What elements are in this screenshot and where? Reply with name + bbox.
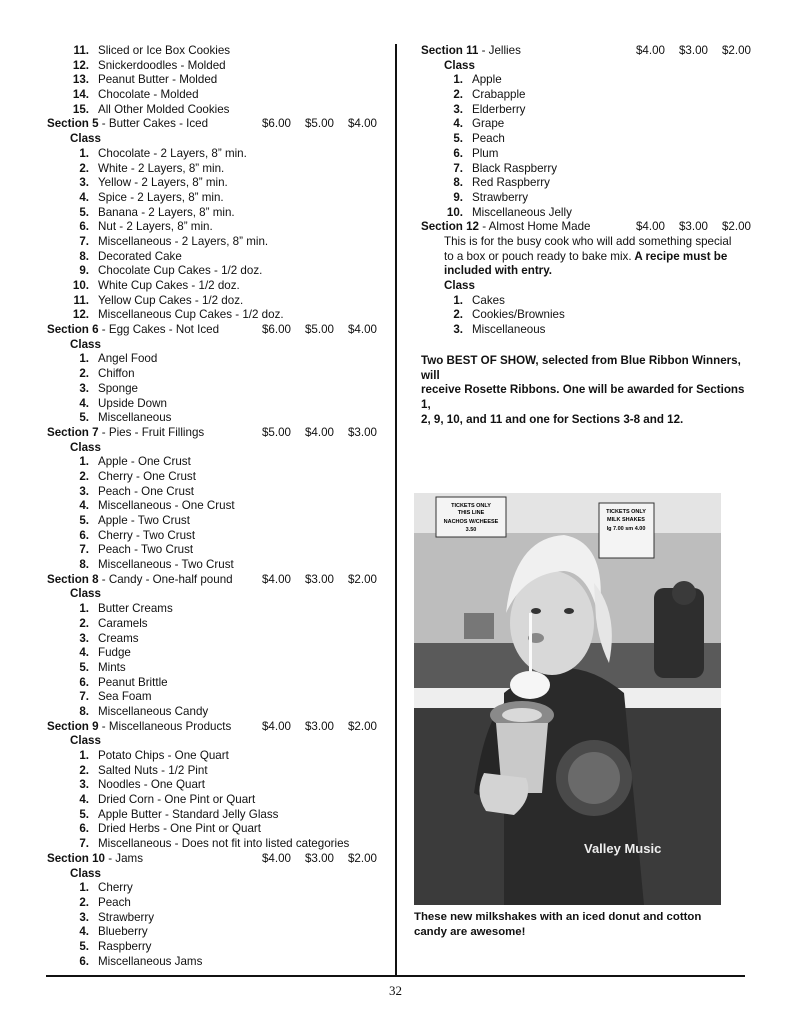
section-heading bbox=[421, 220, 751, 235]
item-label: Elderberry bbox=[472, 102, 526, 116]
section-heading bbox=[47, 573, 377, 588]
class-item bbox=[421, 191, 751, 206]
prize-amount: $3.00 bbox=[347, 425, 377, 439]
section-title: - Butter Cakes - Iced bbox=[98, 117, 209, 131]
item-label: White Cup Cakes - 1/2 doz. bbox=[98, 279, 240, 292]
class-item bbox=[47, 455, 377, 470]
item-number: 4. bbox=[453, 117, 463, 131]
item-label: Miscellaneous bbox=[98, 411, 172, 425]
item-number: 3. bbox=[79, 176, 89, 190]
item-label: Raspberry bbox=[98, 939, 152, 953]
class-item bbox=[47, 206, 377, 221]
item-label: Apple Butter - Standard Jelly Glass bbox=[98, 807, 279, 821]
prize-amount: $4.00 bbox=[635, 44, 665, 57]
item-number: 5. bbox=[79, 807, 89, 821]
class-item bbox=[421, 88, 751, 103]
item-label: Noodles - One Quart bbox=[98, 778, 205, 792]
section-heading bbox=[47, 323, 377, 338]
prize-amounts bbox=[622, 220, 751, 235]
prize-amount: $2.00 bbox=[347, 851, 377, 865]
item-number: 3. bbox=[79, 484, 89, 498]
caption-line: These new milkshakes with an iced donut and cotton bbox=[414, 911, 702, 923]
item-label: Miscellaneous Jelly bbox=[472, 205, 572, 219]
class-item bbox=[47, 352, 377, 367]
item-number: 6. bbox=[79, 220, 89, 234]
class-item bbox=[47, 191, 377, 206]
milkshake-photo bbox=[414, 493, 721, 905]
item-number: 11. bbox=[73, 44, 89, 57]
class-item bbox=[421, 308, 751, 323]
class-item bbox=[47, 543, 377, 558]
class-item bbox=[47, 705, 377, 720]
class-item bbox=[47, 778, 377, 793]
item-number: 3. bbox=[453, 323, 463, 337]
item-label: Crabapple bbox=[472, 88, 526, 102]
item-number: 11. bbox=[73, 293, 89, 307]
item-number: 13. bbox=[72, 73, 89, 87]
item-number: 7. bbox=[79, 690, 89, 704]
item-number: 1. bbox=[79, 146, 89, 160]
prize-amounts bbox=[248, 573, 377, 588]
item-label: Miscellaneous - 2 Layers, 8” min. bbox=[98, 234, 269, 248]
item-number: 5. bbox=[453, 132, 463, 146]
item-number: 7. bbox=[79, 837, 89, 851]
section-name: Section 8 bbox=[47, 572, 99, 586]
item-label: Chiffon bbox=[98, 367, 135, 381]
description-line: This is for the busy cook who will add something special bbox=[444, 234, 732, 248]
item-label: Apple - Two Crust bbox=[98, 514, 190, 527]
class-item bbox=[47, 294, 377, 309]
class-item bbox=[47, 632, 377, 647]
class-label: Class bbox=[70, 440, 101, 454]
prize-amount: $4.00 bbox=[347, 323, 377, 337]
prize-amount: $2.00 bbox=[347, 572, 377, 586]
jellies-and-home-made-list bbox=[421, 44, 751, 235]
item-label: Peach - One Crust bbox=[98, 484, 195, 498]
item-number: 1. bbox=[453, 73, 463, 87]
section-title: - Jellies bbox=[478, 44, 521, 57]
section-name: Section 7 bbox=[47, 425, 99, 439]
class-item bbox=[47, 925, 377, 940]
class-item bbox=[47, 250, 377, 265]
item-label: Dried Herbs - One Pint or Quart bbox=[98, 822, 262, 836]
class-item bbox=[47, 793, 377, 808]
item-label: Cakes bbox=[472, 293, 505, 307]
item-label: Strawberry bbox=[98, 910, 155, 924]
prize-amounts bbox=[248, 426, 377, 441]
photo-caption bbox=[414, 910, 734, 939]
column-divider bbox=[395, 44, 397, 976]
item-number: 10. bbox=[446, 205, 463, 219]
item-label: Yellow - 2 Layers, 8” min. bbox=[98, 176, 228, 190]
class-item bbox=[47, 176, 377, 191]
class-item bbox=[47, 411, 377, 426]
item-label: Decorated Cake bbox=[98, 249, 182, 263]
item-number: 8. bbox=[453, 176, 463, 190]
note-line: 2, 9, 10, and 11 and one for Sections 3-8 and 12. bbox=[421, 412, 684, 426]
item-label: Snickerdoodles - Molded bbox=[98, 58, 226, 72]
class-item bbox=[47, 162, 377, 177]
item-number: 8. bbox=[79, 704, 89, 718]
item-label: Spice - 2 Layers, 8” min. bbox=[98, 190, 224, 204]
item-label: Peach bbox=[98, 895, 131, 909]
svg-text:lg 7.00 sm 4.00: lg 7.00 sm 4.00 bbox=[606, 526, 646, 532]
section-name: Section 9 bbox=[47, 719, 99, 733]
prize-amount: $3.00 bbox=[304, 572, 334, 586]
item-number: 6. bbox=[453, 146, 463, 160]
prize-amounts bbox=[248, 323, 377, 338]
prize-amount: $5.00 bbox=[304, 323, 334, 337]
class-item bbox=[47, 837, 377, 852]
class-item bbox=[47, 397, 377, 412]
item-number: 3. bbox=[79, 778, 89, 792]
item-label: Miscellaneous bbox=[472, 323, 546, 337]
class-item bbox=[47, 103, 377, 118]
class-item bbox=[47, 558, 377, 573]
item-label: Blueberry bbox=[98, 925, 148, 939]
item-label: Apple bbox=[472, 73, 502, 87]
item-label: Fudge bbox=[98, 646, 131, 660]
class-item bbox=[47, 617, 377, 632]
class-item bbox=[421, 103, 751, 118]
item-label: Nut - 2 Layers, 8” min. bbox=[98, 220, 213, 234]
item-number: 1. bbox=[79, 749, 89, 762]
class-item bbox=[47, 602, 377, 617]
prize-amount: $4.00 bbox=[635, 220, 665, 234]
prize-amount: $3.00 bbox=[304, 719, 334, 733]
item-label: Yellow Cup Cakes - 1/2 doz. bbox=[98, 293, 244, 307]
svg-text:TICKETS ONLY: TICKETS ONLY bbox=[606, 509, 646, 515]
description-line: to a box or pouch ready to bake mix. A recipe must be bbox=[444, 249, 728, 263]
item-number: 5. bbox=[79, 411, 89, 425]
item-label: Salted Nuts - 1/2 Pint bbox=[98, 763, 208, 777]
svg-text:Valley Music: Valley Music bbox=[584, 841, 662, 856]
prize-amount: $4.00 bbox=[304, 425, 334, 439]
class-item bbox=[421, 132, 751, 147]
class-item bbox=[47, 44, 377, 59]
class-item bbox=[47, 955, 377, 970]
section-name: Section 12 bbox=[421, 220, 479, 234]
item-label: Miscellaneous - One Crust bbox=[98, 499, 235, 513]
item-label: Cherry bbox=[98, 881, 133, 895]
class-item bbox=[47, 514, 377, 529]
class-item bbox=[47, 220, 377, 235]
left-column bbox=[47, 44, 377, 969]
item-number: 1. bbox=[79, 352, 89, 366]
class-label: Class bbox=[444, 279, 475, 293]
class-item bbox=[47, 279, 377, 294]
page-number: 32 bbox=[389, 983, 402, 998]
class-item bbox=[47, 485, 377, 500]
item-number: 10. bbox=[72, 279, 89, 292]
item-number: 2. bbox=[79, 895, 89, 909]
class-label: Class bbox=[70, 734, 101, 748]
item-number: 4. bbox=[79, 396, 89, 410]
item-label: Sponge bbox=[98, 381, 138, 395]
item-number: 4. bbox=[79, 646, 89, 660]
right-column bbox=[421, 44, 751, 427]
prize-amount: $2.00 bbox=[347, 719, 377, 733]
svg-text:MILK SHAKES: MILK SHAKES bbox=[607, 517, 645, 523]
section-heading bbox=[47, 426, 377, 441]
class-item bbox=[421, 117, 751, 132]
section-heading bbox=[47, 720, 377, 735]
item-number: 1. bbox=[79, 881, 89, 895]
item-label: Sliced or Ice Box Cookies bbox=[98, 44, 231, 57]
class-item bbox=[47, 661, 377, 676]
item-number: 1. bbox=[79, 602, 89, 616]
item-label: Peanut Butter - Molded bbox=[98, 73, 218, 87]
item-number: 2. bbox=[79, 469, 89, 483]
home-made-classes bbox=[421, 279, 751, 338]
item-number: 6. bbox=[79, 675, 89, 689]
class-item bbox=[47, 235, 377, 250]
prize-amount: $3.00 bbox=[678, 220, 708, 234]
item-label: Cherry - Two Crust bbox=[98, 528, 196, 542]
item-label: Miscellaneous Candy bbox=[98, 704, 209, 718]
section-12-description bbox=[421, 235, 751, 279]
item-number: 2. bbox=[79, 763, 89, 777]
class-item bbox=[47, 529, 377, 544]
prize-amounts bbox=[248, 852, 377, 867]
class-item bbox=[47, 264, 377, 279]
section-heading bbox=[47, 852, 377, 867]
class-item bbox=[47, 749, 377, 764]
class-label: Class bbox=[70, 337, 101, 351]
item-number: 2. bbox=[79, 616, 89, 630]
svg-text:THIS LINE: THIS LINE bbox=[457, 510, 485, 516]
class-item bbox=[47, 308, 377, 323]
class-item bbox=[47, 73, 377, 88]
section-title: - Almost Home Made bbox=[479, 220, 591, 234]
class-item bbox=[47, 896, 377, 911]
section-title: - Jams bbox=[105, 851, 144, 865]
prize-amount: $4.00 bbox=[347, 117, 377, 131]
class-item bbox=[47, 382, 377, 397]
item-label: Peach bbox=[472, 132, 505, 146]
item-label: Miscellaneous - Does not fit into listed categories bbox=[98, 837, 350, 851]
item-number: 12. bbox=[72, 308, 89, 322]
item-number: 6. bbox=[79, 822, 89, 836]
class-item bbox=[47, 764, 377, 779]
item-number: 5. bbox=[79, 939, 89, 953]
item-label: Black Raspberry bbox=[472, 161, 558, 175]
class-item bbox=[421, 206, 751, 221]
item-number: 4. bbox=[79, 925, 89, 939]
item-number: 14. bbox=[72, 88, 89, 102]
item-number: 9. bbox=[453, 190, 463, 204]
item-label: Cherry - One Crust bbox=[98, 469, 196, 483]
item-label: Plum bbox=[472, 146, 499, 160]
item-label: Red Raspberry bbox=[472, 176, 550, 190]
section-name: Section 10 bbox=[47, 851, 105, 865]
class-item bbox=[47, 88, 377, 103]
class-item bbox=[47, 367, 377, 382]
class-item bbox=[47, 59, 377, 74]
svg-text:3.50: 3.50 bbox=[465, 527, 477, 533]
item-label: Mints bbox=[98, 660, 126, 674]
item-number: 7. bbox=[79, 234, 89, 248]
item-label: Chocolate Cup Cakes - 1/2 doz. bbox=[98, 264, 263, 278]
item-label: Upside Down bbox=[98, 396, 167, 410]
item-label: Cookies/Brownies bbox=[472, 308, 565, 322]
class-item bbox=[47, 808, 377, 823]
class-item bbox=[421, 73, 751, 88]
class-item bbox=[47, 470, 377, 485]
class-item bbox=[421, 176, 751, 191]
item-number: 5. bbox=[79, 514, 89, 527]
section-title: - Pies - Fruit Fillings bbox=[98, 425, 205, 439]
prize-amounts bbox=[248, 720, 377, 735]
class-item bbox=[47, 499, 377, 514]
prize-amount: $3.00 bbox=[304, 851, 334, 865]
svg-text:TICKETS ONLY: TICKETS ONLY bbox=[451, 503, 491, 509]
prize-amounts bbox=[622, 44, 751, 59]
class-label: Class bbox=[444, 58, 475, 72]
note-line: receive Rosette Ribbons. One will be awarded for Sections 1, bbox=[421, 383, 745, 411]
svg-text:NACHOS W/CHEESE: NACHOS W/CHEESE bbox=[443, 519, 499, 525]
item-number: 1. bbox=[453, 293, 463, 307]
item-number: 6. bbox=[79, 528, 89, 542]
class-item bbox=[47, 690, 377, 705]
item-number: 5. bbox=[79, 660, 89, 674]
class-item bbox=[47, 676, 377, 691]
prize-amount: $5.00 bbox=[304, 117, 334, 131]
prize-amount: $4.00 bbox=[261, 719, 291, 733]
item-number: 3. bbox=[79, 910, 89, 924]
item-label: Apple - One Crust bbox=[98, 455, 191, 469]
item-label: All Other Molded Cookies bbox=[98, 102, 230, 116]
item-number: 5. bbox=[79, 205, 89, 219]
item-number: 8. bbox=[79, 558, 89, 572]
item-number: 7. bbox=[453, 161, 463, 175]
class-item bbox=[47, 646, 377, 661]
section-heading bbox=[421, 44, 751, 59]
item-number: 1. bbox=[79, 455, 89, 469]
item-number: 4. bbox=[79, 190, 89, 204]
section-title: - Candy - One-half pound bbox=[98, 572, 233, 586]
class-item bbox=[47, 940, 377, 955]
item-label: Miscellaneous Cup Cakes - 1/2 doz. bbox=[98, 308, 284, 322]
class-item bbox=[47, 881, 377, 896]
description-line: included with entry. bbox=[444, 264, 553, 278]
prize-amount: $4.00 bbox=[261, 851, 291, 865]
prize-amount: $3.00 bbox=[678, 44, 708, 57]
item-label: Miscellaneous - Two Crust bbox=[98, 558, 234, 572]
item-label: Sea Foam bbox=[98, 690, 152, 704]
class-item bbox=[47, 911, 377, 926]
class-item bbox=[421, 147, 751, 162]
item-number: 3. bbox=[453, 102, 463, 116]
item-number: 4. bbox=[79, 499, 89, 513]
item-label: Peach - Two Crust bbox=[98, 543, 194, 557]
section-title: - Miscellaneous Products bbox=[98, 719, 232, 733]
item-label: Peanut Brittle bbox=[98, 675, 168, 689]
item-number: 7. bbox=[79, 543, 89, 557]
item-label: Banana - 2 Layers, 8” min. bbox=[98, 205, 235, 219]
section-name: Section 11 bbox=[421, 44, 479, 57]
item-label: Angel Food bbox=[98, 352, 158, 366]
item-label: Miscellaneous Jams bbox=[98, 954, 203, 968]
item-label: White - 2 Layers, 8” min. bbox=[98, 161, 225, 175]
prize-amounts bbox=[248, 117, 377, 132]
section-title: - Egg Cakes - Not Iced bbox=[98, 323, 220, 337]
prize-amount: $2.00 bbox=[721, 44, 751, 57]
item-number: 3. bbox=[79, 631, 89, 645]
item-number: 6. bbox=[79, 954, 89, 968]
item-number: 9. bbox=[79, 264, 89, 278]
item-label: Chocolate - Molded bbox=[98, 88, 199, 102]
class-item bbox=[421, 323, 751, 338]
caption-line: candy are awesome! bbox=[414, 925, 526, 938]
item-number: 2. bbox=[453, 88, 463, 102]
item-label: Chocolate - 2 Layers, 8” min. bbox=[98, 146, 247, 160]
item-number: 15. bbox=[72, 102, 89, 116]
item-label: Caramels bbox=[98, 616, 148, 630]
class-item bbox=[421, 294, 751, 309]
item-number: 2. bbox=[453, 308, 463, 322]
item-label: Butter Creams bbox=[98, 602, 173, 616]
section-name: Section 5 bbox=[47, 117, 99, 131]
item-number: 2. bbox=[79, 161, 89, 175]
item-label: Creams bbox=[98, 631, 139, 645]
prize-amount: $5.00 bbox=[261, 425, 291, 439]
section-name: Section 6 bbox=[47, 323, 99, 337]
item-number: 8. bbox=[79, 249, 89, 263]
class-item bbox=[47, 147, 377, 162]
class-label: Class bbox=[70, 132, 101, 146]
prize-amount: $6.00 bbox=[261, 323, 291, 337]
class-label: Class bbox=[70, 866, 101, 880]
class-label: Class bbox=[70, 587, 101, 601]
bottom-rule bbox=[46, 975, 745, 977]
best-of-show-note bbox=[421, 354, 751, 428]
class-item bbox=[47, 822, 377, 837]
item-number: 12. bbox=[72, 58, 89, 72]
prize-amount: $6.00 bbox=[261, 117, 291, 131]
item-label: Grape bbox=[472, 117, 505, 131]
item-label: Potato Chips - One Quart bbox=[98, 749, 229, 762]
item-label: Strawberry bbox=[472, 190, 529, 204]
prize-amount: $4.00 bbox=[261, 572, 291, 586]
class-item bbox=[421, 162, 751, 177]
item-number: 3. bbox=[79, 381, 89, 395]
item-number: 4. bbox=[79, 793, 89, 807]
note-line: Two BEST OF SHOW, selected from Blue Ribbon Winners, will bbox=[421, 353, 741, 382]
prize-amount: $2.00 bbox=[721, 220, 751, 234]
item-number: 2. bbox=[79, 367, 89, 381]
section-heading bbox=[47, 117, 377, 132]
item-label: Dried Corn - One Pint or Quart bbox=[98, 793, 256, 807]
